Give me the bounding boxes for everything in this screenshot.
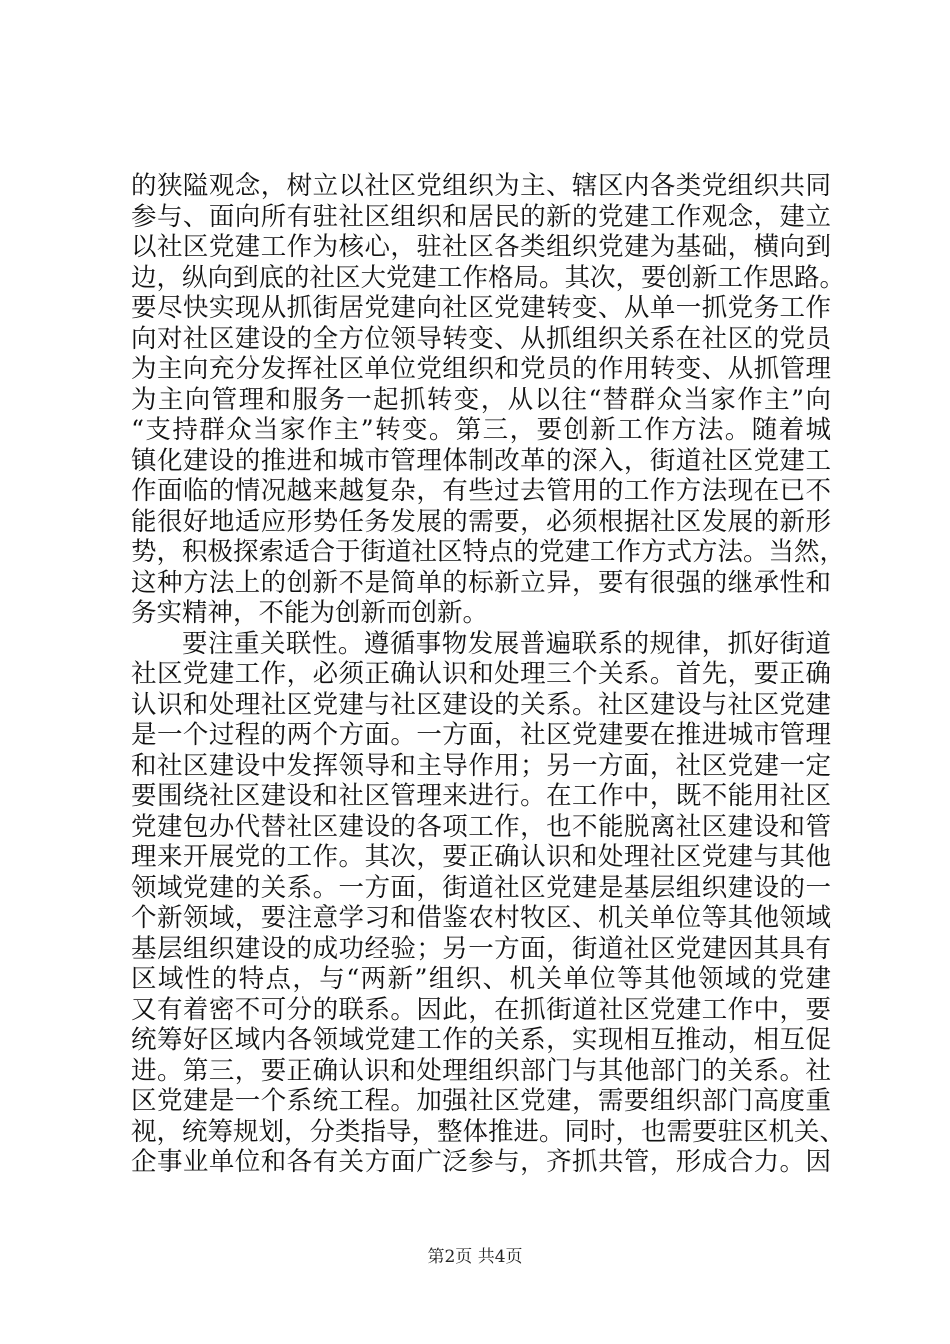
document-body xyxy=(131,171,846,1178)
text-line: 向对社区建设的全方位领导转变、从抓组织关系在社区的党员 xyxy=(131,323,831,354)
text-line: 认识和处理社区党建与社区建设的关系。社区建设与社区党建 xyxy=(131,689,831,720)
text-line: 是一个过程的两个方面。一方面，社区党建要在推进城市管理 xyxy=(131,720,831,750)
text-line: 为主向充分发挥社区单位党组织和党员的作用转变、从抓管理 xyxy=(131,354,831,384)
text-line: 的狭隘观念，树立以社区党组织为主、辖区内各类党组织共同 xyxy=(131,171,831,201)
text-line: 为主向管理和服务一起抓转变，从以往“替群众当家作主”向 xyxy=(131,384,831,415)
text-line: 领域党建的关系。一方面，街道社区党建是基层组织建设的一 xyxy=(131,872,831,903)
page-number-footer: 第2页 共4页 xyxy=(427,1247,523,1267)
text-line: 区域性的特点，与“两新”组织、机关单位等其他领域的党建 xyxy=(131,964,831,994)
text-line: 党建包办代替社区建设的各项工作，也不能脱离社区建设和管 xyxy=(131,811,831,842)
text-line: 社区党建工作，必须正确认识和处理三个关系。首先，要正确 xyxy=(131,659,831,689)
text-line: 又有着密不可分的联系。因此，在抓街道社区党建工作中，要 xyxy=(131,994,831,1025)
text-line: “支持群众当家作主”转变。第三，要创新工作方法。随着城 xyxy=(131,415,831,445)
text-line: 统筹好区域内各领域党建工作的关系，实现相互推动，相互促 xyxy=(131,1025,831,1055)
text-line: 要注重关联性。遵循事物发展普遍联系的规律，抓好街道 xyxy=(182,628,831,659)
text-line: 基层组织建设的成功经验；另一方面，街道社区党建因其具有 xyxy=(131,933,831,964)
paragraph-2 xyxy=(131,628,846,1178)
text-line: 要围绕社区建设和社区管理来进行。在工作中，既不能用社区 xyxy=(131,781,831,811)
text-line: 进。第三，要正确认识和处理组织部门与其他部门的关系。社 xyxy=(131,1055,831,1086)
text-line: 镇化建设的推进和城市管理体制改革的深入，街道社区党建工 xyxy=(131,445,831,476)
text-line: 这种方法上的创新不是简单的标新立异，要有很强的继承性和 xyxy=(131,567,831,598)
text-line: 参与、面向所有驻社区组织和居民的新的党建工作观念，建立 xyxy=(131,201,831,232)
text-line: 边，纵向到底的社区大党建工作格局。其次，要创新工作思路。 xyxy=(131,262,846,293)
text-line: 以社区党建工作为核心，驻社区各类组织党建为基础，横向到 xyxy=(131,232,831,262)
text-line: 务实精神，不能为创新而创新。 xyxy=(131,598,489,628)
text-line: 和社区建设中发挥领导和主导作用；另一方面，社区党建一定 xyxy=(131,750,831,781)
text-line: 势，积极探索适合于街道社区特点的党建工作方式方法。当然， xyxy=(131,537,846,567)
text-line: 区党建是一个系统工程。加强社区党建，需要组织部门高度重 xyxy=(131,1086,831,1116)
text-line: 要尽快实现从抓街居党建向社区党建转变、从单一抓党务工作 xyxy=(131,293,831,323)
text-line: 个新领域，要注意学习和借鉴农村牧区、机关单位等其他领域 xyxy=(131,903,831,933)
text-line: 视，统筹规划，分类指导，整体推进。同时，也需要驻区机关、 xyxy=(131,1116,846,1147)
text-line: 企事业单位和各有关方面广泛参与，齐抓共管，形成合力。因 xyxy=(131,1147,831,1177)
paragraph-1 xyxy=(131,171,846,629)
text-line: 理来开展党的工作。其次，要正确认识和处理社区党建与其他 xyxy=(131,842,831,872)
text-line: 作面临的情况越来越复杂，有些过去管用的工作方法现在已不 xyxy=(131,476,831,506)
text-line: 能很好地适应形势任务发展的需要，必须根据社区发展的新形 xyxy=(131,506,831,537)
